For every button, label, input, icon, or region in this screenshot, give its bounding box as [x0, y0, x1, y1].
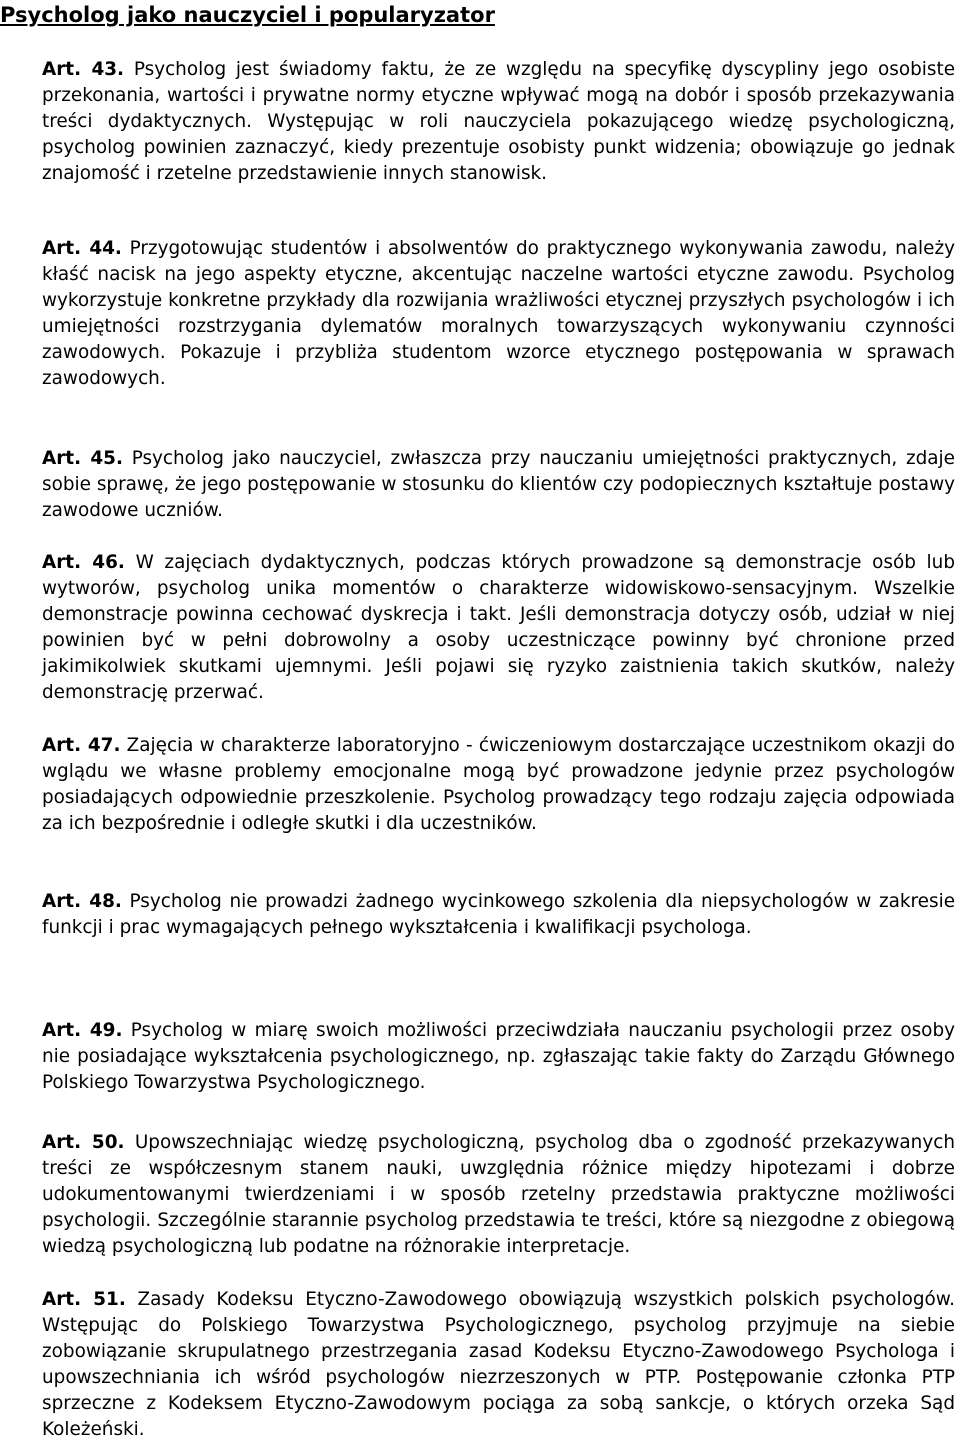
article-number: Art. 48. — [42, 891, 122, 912]
article-number: Art. 49. — [42, 1020, 123, 1041]
article-number: Art. 50. — [42, 1132, 125, 1153]
article-number: Art. 51. — [42, 1289, 126, 1310]
article-text: Zasady Kodeksu Etyczno-Zawodowego obowiązują wszystkich polskich psychologów. Wstępując do Polskiego Towarzystwa Psychologicznego, psycholog przyjmuje na siebie zobowiązanie skrupulatnego przestrzegania zasad Kodeksu Etyczno-Zawodowego Psychologa i upowszechniania ich wśród psychologów niezrzeszonych w PTP. Postępowanie członka PTP sprzeczne z Kodeksem Etyczno-Zawodowym pociąga za sobą sankcje, o których orzeka Sąd Koleżeński. — [42, 1289, 956, 1440]
article-50 — [42, 1130, 955, 1260]
article-49 — [42, 1018, 955, 1096]
article-text: W zajęciach dydaktycznych, podczas których prowadzone są demonstracje osób lub wytworów, psycholog unika momentów o charakterze widowiskowo-sensacyjnym. Wszelkie demonstracje powinna cechować dyskrecja i takt. Jeśli demonstracja dotyczy osób, udział w niej powinien być w pełni dobrowolny a osoby uczestniczące powinny być chronione przed jakimikolwiek skutkami ujemnymi. Jeśli pojawi się ryzyko zaistnienia takich skutków, należy demonstrację przerwać. — [42, 552, 956, 703]
article-44 — [42, 236, 955, 392]
article-text: Upowszechniając wiedzę psychologiczną, psycholog dba o zgodność przekazywanych treści ze współczesnym stanem nauki, uwzględnia różnice między hipotezami i dobrze udokumentowanymi twierdzeniami i w sposób rzetelny przedstawia praktyczne możliwości psychologii. Szczególnie starannie psycholog przedstawia te treści, które są niezgodne z obiegową wiedzą psychologiczną lub podatne na różnorakie interpretacje. — [42, 1132, 955, 1257]
article-text: Psycholog nie prowadzi żadnego wycinkowego szkolenia dla niepsychologów w zakresie funkcji i prac wymagających pełnego wykształcenia i kwalifikacji psychologa. — [42, 891, 956, 938]
article-text: Zajęcia w charakterze laboratoryjno - ćwiczeniowym dostarczające uczestnikom okazji do wglądu we własne problemy emocjonalne mogą być prowadzone jedynie przez psychologów posiadających odpowiednie przeszkolenie. Psycholog prowadzący tego rodzaju zajęcia odpowiada za ich bezpośrednie i odległe skutki i dla uczestników. — [42, 735, 955, 834]
article-45 — [42, 446, 955, 524]
article-text: Przygotowując studentów i absolwentów do praktycznego wykonywania zawodu, należy kłaść nacisk na jego aspekty etyczne, akcentując naczelne wartości etyczne zawodu. Psycholog wykorzystuje konkretne przykłady dla rozwijania wrażliwości etycznej przyszłych psychologów i ich umiejętności rozstrzygania dylematów moralnych towarzyszących wykonywaniu czynności zawodowych. Pokazuje i przybliża studentom wzorce etycznego postępowania w sprawach zawodowych. — [42, 238, 955, 389]
article-text: Psycholog jako nauczyciel, zwłaszcza przy nauczaniu umiejętności praktycznych, zdaje sobie sprawę, że jego postępowanie w stosunku do klientów czy podopiecznych kształtuje postawy zawodowe uczniów. — [42, 448, 955, 521]
article-47 — [42, 733, 955, 837]
article-number: Art. 46. — [42, 552, 125, 573]
article-text: Psycholog w miarę swoich możliwości przeciwdziała nauczaniu psychologii przez osoby nie posiadające wykształcenia psychologicznego, np. zgłaszając takie fakty do Zarządu Głównego Polskiego Towarzystwa Psychologicznego. — [42, 1020, 955, 1093]
section-heading: Psycholog jako nauczyciel i popularyzator — [0, 3, 495, 27]
article-51 — [42, 1287, 955, 1443]
article-48 — [42, 889, 955, 941]
article-number: Art. 44. — [42, 238, 122, 259]
article-number: Art. 45. — [42, 448, 123, 469]
article-43 — [42, 57, 955, 187]
article-number: Art. 43. — [42, 59, 125, 80]
article-46 — [42, 550, 955, 706]
article-text: Psycholog jest świadomy faktu, że ze względu na specyfikę dyscypliny jego osobiste przekonania, wartości i prywatne normy etyczne wpływać mogą na dobór i sposób przekazywania treści dydaktycznych. Występując w roli nauczyciela pokazującego wiedzę psychologiczną, psycholog powinien zaznaczyć, kiedy prezentuje osobisty punkt widzenia; obowiązuje go jednak znajomość i rzetelne przedstawienie innych stanowisk. — [42, 59, 956, 184]
article-number: Art. 47. — [42, 735, 121, 756]
